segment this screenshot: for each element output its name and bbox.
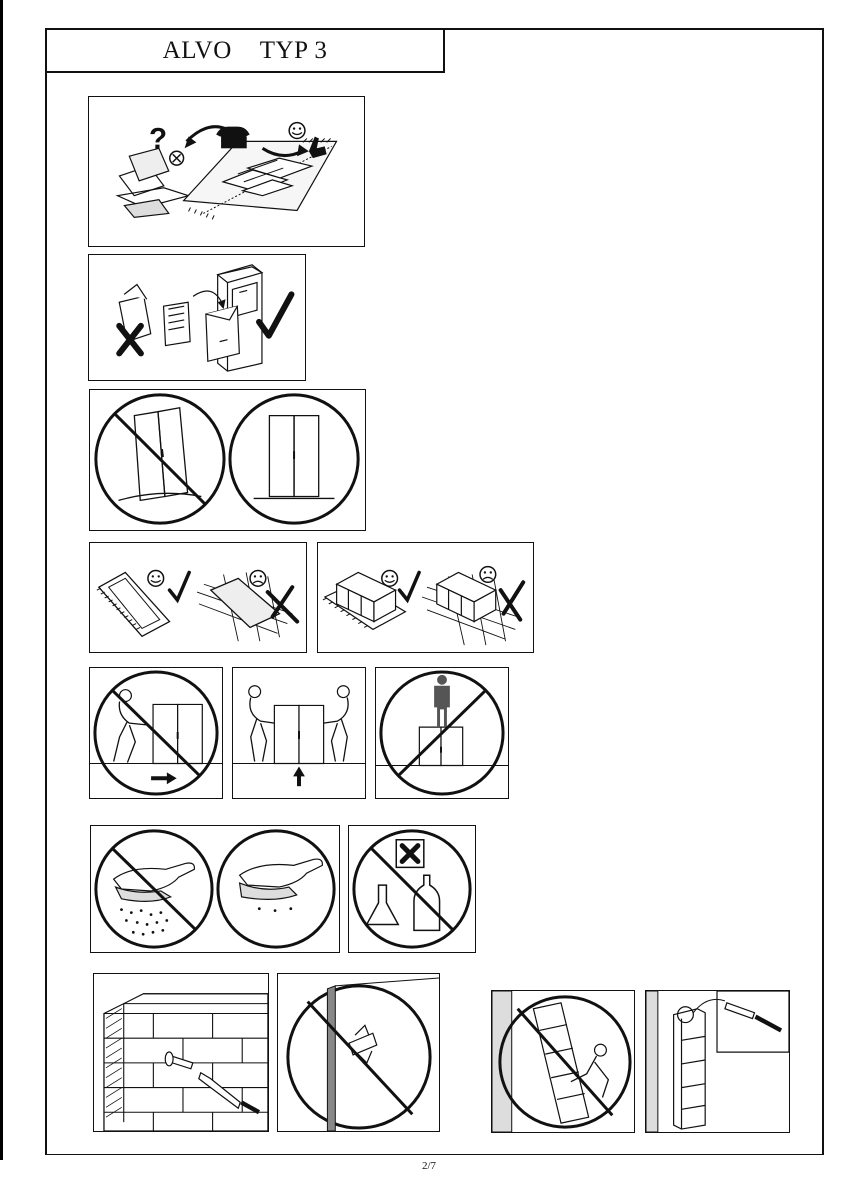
pictogram-rug-panel [89, 542, 307, 653]
chemicals-icon [349, 826, 475, 952]
pictogram-unpack [88, 96, 365, 247]
no-standing-icon [376, 668, 508, 798]
model-type: TYP 3 [259, 36, 328, 64]
header-title [45, 28, 445, 73]
phone-support-icon [89, 97, 364, 246]
pictogram-no-standing [375, 667, 509, 799]
svg-text:?: ? [149, 122, 168, 156]
pictogram-no-plasterboard [277, 973, 440, 1132]
pictogram-keep-instructions [88, 254, 306, 381]
wipe-icon [91, 826, 339, 952]
pictogram-no-pushing [89, 667, 223, 799]
model-name: ALVO [162, 36, 232, 64]
pictogram-anchored-shelf [645, 990, 790, 1133]
anchored-shelf-icon [646, 991, 789, 1132]
page-edge-bar [0, 0, 3, 1160]
pictogram-brick-wall [93, 973, 269, 1132]
page-number: 2/7 [421, 1160, 437, 1172]
pictogram-level-floor [89, 389, 366, 531]
anchor-icon [94, 974, 268, 1131]
lift-icon [90, 668, 222, 798]
filing-cabinet-icon [89, 255, 305, 380]
tipping-shelf-icon [492, 991, 634, 1132]
pictogram-cabinet-on-rug-panel [317, 542, 534, 653]
plasterboard-icon [278, 974, 439, 1131]
pictogram-cleaning [90, 825, 340, 953]
rug-icon [90, 543, 306, 652]
pictogram-no-chemicals [348, 825, 476, 953]
prohibited-icon [90, 390, 365, 530]
lift-together-icon [233, 668, 365, 798]
cabinet-on-rug-icon [318, 543, 533, 652]
pictogram-tipping-shelf [491, 990, 635, 1133]
pictogram-lift-together [232, 667, 366, 799]
